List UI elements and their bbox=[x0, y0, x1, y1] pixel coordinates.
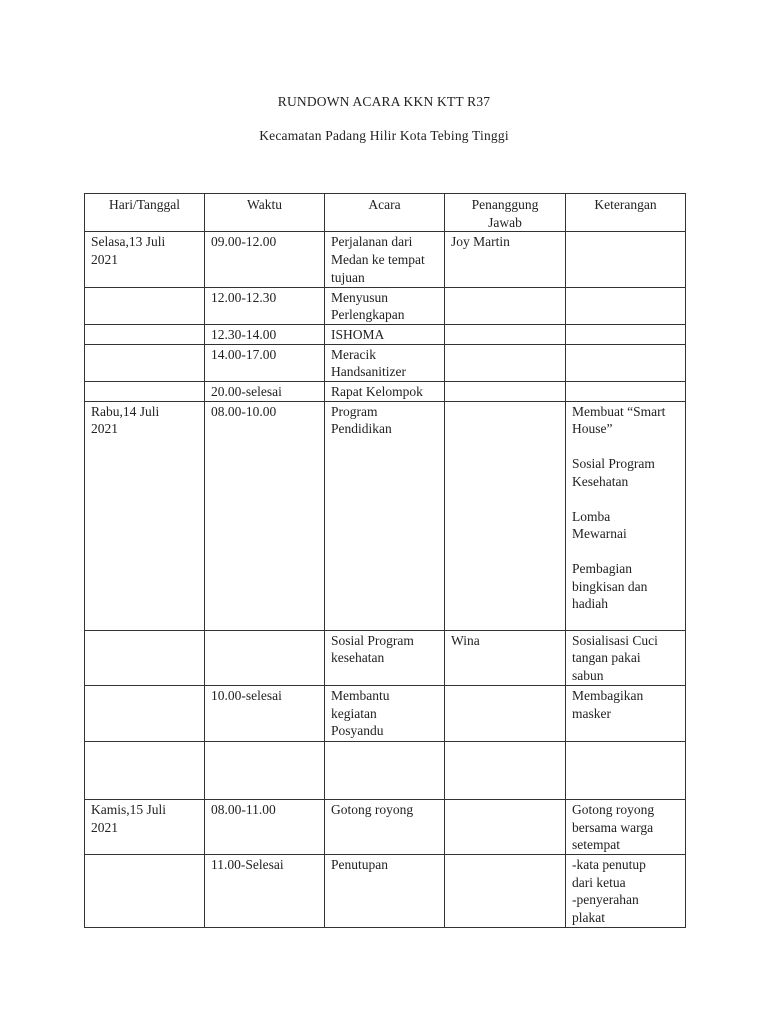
table-header-row bbox=[85, 194, 686, 232]
cell-text-line: Penanggung bbox=[471, 197, 539, 212]
cell-acara bbox=[325, 854, 445, 927]
cell-text-line: Sosial Program bbox=[572, 456, 655, 472]
cell-text-line: 14.00-17.00 bbox=[211, 346, 277, 362]
cell-waktu bbox=[205, 685, 325, 741]
cell-text-line: Membagikan bbox=[572, 687, 644, 703]
cell-hari-tanggal bbox=[85, 854, 205, 927]
cell-text-line: 10.00-selesai bbox=[211, 687, 282, 703]
cell-text-line: 09.00-12.00 bbox=[211, 234, 277, 250]
cell-text-line: 12.00-12.30 bbox=[211, 289, 277, 305]
cell-waktu bbox=[205, 630, 325, 685]
cell-hari-tanggal bbox=[85, 344, 205, 381]
cell-text-line: Perjalanan dari bbox=[331, 234, 413, 250]
cell-keterangan bbox=[566, 854, 686, 927]
cell-text-line: Gotong royong bbox=[572, 801, 655, 817]
cell-text-line: Sosial Program bbox=[331, 632, 414, 648]
table-row bbox=[85, 854, 686, 927]
cell-text-line: Selasa,13 Juli bbox=[91, 234, 166, 250]
document-subtitle: Kecamatan Padang Hilir Kota Tebing Tinggi bbox=[259, 128, 509, 143]
cell-waktu bbox=[205, 741, 325, 799]
cell-text-line: -penyerahan bbox=[572, 892, 639, 908]
cell-acara bbox=[325, 344, 445, 381]
cell-text-line: ISHOMA bbox=[331, 326, 385, 342]
header-acara bbox=[325, 194, 445, 232]
cell-text-line: Lomba bbox=[572, 508, 611, 524]
cell-text-line: Program bbox=[331, 403, 378, 419]
cell-text-line: Medan ke tempat bbox=[331, 252, 425, 268]
cell-penanggung-jawab bbox=[445, 799, 566, 854]
cell-text-line: Handsanitizer bbox=[331, 364, 406, 380]
cell-keterangan bbox=[566, 685, 686, 741]
cell-text-line: Rapat Kelompok bbox=[331, 384, 423, 400]
cell-acara bbox=[325, 287, 445, 324]
table-body bbox=[85, 232, 686, 927]
cell-keterangan bbox=[566, 401, 686, 630]
table-row bbox=[85, 324, 686, 344]
cell-keterangan bbox=[566, 344, 686, 381]
cell-waktu bbox=[205, 232, 325, 287]
cell-text-line: plakat bbox=[572, 910, 605, 926]
cell-text-line: Meracik bbox=[331, 346, 376, 362]
cell-penanggung-jawab bbox=[445, 232, 566, 287]
table-row bbox=[85, 630, 686, 685]
cell-text-line: House” bbox=[572, 421, 613, 437]
cell-keterangan bbox=[566, 630, 686, 685]
cell-acara bbox=[325, 799, 445, 854]
cell-hari-tanggal bbox=[85, 799, 205, 854]
cell-acara bbox=[325, 685, 445, 741]
cell-hari-tanggal bbox=[85, 287, 205, 324]
cell-text-line: Hari/Tanggal bbox=[108, 197, 181, 212]
cell-text-line: 12.30-14.00 bbox=[211, 326, 277, 342]
cell-text-line: 08.00-10.00 bbox=[211, 403, 277, 419]
cell-penanggung-jawab bbox=[445, 382, 566, 402]
cell-text-line: Waktu bbox=[247, 197, 282, 212]
cell-text-line: Kamis,15 Juli bbox=[91, 801, 167, 817]
cell-text-line: bersama warga bbox=[572, 819, 654, 835]
cell-waktu bbox=[205, 382, 325, 402]
table-row bbox=[85, 287, 686, 324]
cell-penanggung-jawab bbox=[445, 401, 566, 630]
cell-keterangan bbox=[566, 741, 686, 799]
cell-acara bbox=[325, 324, 445, 344]
cell-hari-tanggal bbox=[85, 382, 205, 402]
cell-text-line: 08.00-11.00 bbox=[211, 801, 276, 817]
cell-text-line: Menyusun bbox=[331, 289, 388, 305]
cell-text-line: Penutupan bbox=[331, 856, 388, 872]
cell-text-line: Posyandu bbox=[331, 723, 384, 739]
cell-waktu bbox=[205, 324, 325, 344]
rundown-table bbox=[84, 193, 686, 928]
cell-text-line: 20.00-selesai bbox=[211, 384, 282, 400]
cell-text-line: sabun bbox=[572, 668, 604, 684]
cell-spacer bbox=[572, 543, 679, 560]
cell-text-line: 2021 bbox=[91, 421, 118, 437]
header-waktu bbox=[205, 194, 325, 232]
cell-penanggung-jawab bbox=[445, 685, 566, 741]
cell-waktu bbox=[205, 287, 325, 324]
cell-text-line: Sosialisasi Cuci bbox=[572, 632, 658, 648]
cell-penanggung-jawab bbox=[445, 344, 566, 381]
cell-text-line: hadiah bbox=[572, 596, 608, 612]
header-hari-tanggal bbox=[85, 194, 205, 232]
cell-text-line: masker bbox=[572, 705, 611, 721]
table-row bbox=[85, 232, 686, 287]
cell-penanggung-jawab bbox=[445, 287, 566, 324]
cell-keterangan bbox=[566, 324, 686, 344]
cell-text-line: Gotong royong bbox=[331, 801, 414, 817]
table-row bbox=[85, 401, 686, 630]
cell-penanggung-jawab bbox=[445, 324, 566, 344]
cell-spacer bbox=[572, 491, 679, 508]
cell-acara bbox=[325, 232, 445, 287]
table-row bbox=[85, 741, 686, 799]
cell-text-line: 11.00-Selesai bbox=[211, 856, 284, 872]
cell-penanggung-jawab bbox=[445, 630, 566, 685]
cell-text-line: Membantu bbox=[331, 687, 390, 703]
cell-penanggung-jawab bbox=[445, 741, 566, 799]
cell-text-line: -kata penutup bbox=[572, 856, 646, 872]
cell-text-line: tujuan bbox=[331, 269, 365, 285]
cell-hari-tanggal bbox=[85, 630, 205, 685]
cell-keterangan bbox=[566, 799, 686, 854]
document-title: RUNDOWN ACARA KKN KTT R37 bbox=[277, 94, 491, 109]
cell-text-line: 2021 bbox=[91, 819, 118, 835]
cell-text-line: tangan pakai bbox=[572, 650, 641, 666]
cell-hari-tanggal bbox=[85, 685, 205, 741]
cell-text-line: Pembagian bbox=[572, 560, 632, 576]
cell-waktu bbox=[205, 854, 325, 927]
cell-spacer bbox=[572, 438, 679, 455]
cell-keterangan bbox=[566, 382, 686, 402]
cell-text-line: Membuat “Smart bbox=[572, 403, 666, 419]
cell-acara bbox=[325, 630, 445, 685]
cell-hari-tanggal bbox=[85, 324, 205, 344]
cell-text-line: Keterangan bbox=[594, 197, 657, 212]
cell-hari-tanggal bbox=[85, 232, 205, 287]
cell-keterangan bbox=[566, 287, 686, 324]
cell-waktu bbox=[205, 401, 325, 630]
cell-waktu bbox=[205, 799, 325, 854]
cell-text-line: Mewarnai bbox=[572, 526, 627, 542]
cell-penanggung-jawab bbox=[445, 854, 566, 927]
cell-text-line: Rabu,14 Juli bbox=[91, 403, 160, 419]
table-row bbox=[85, 344, 686, 381]
cell-text-line: Kesehatan bbox=[572, 473, 629, 489]
cell-text-line: 2021 bbox=[91, 252, 118, 268]
cell-waktu bbox=[205, 344, 325, 381]
cell-text-line: Wina bbox=[451, 632, 480, 648]
table-row bbox=[85, 799, 686, 854]
cell-text-line: dari ketua bbox=[572, 874, 626, 890]
table-row bbox=[85, 382, 686, 402]
cell-text-line: Pendidikan bbox=[331, 421, 392, 437]
cell-hari-tanggal bbox=[85, 401, 205, 630]
table-row bbox=[85, 685, 686, 741]
cell-acara bbox=[325, 741, 445, 799]
cell-text-line: kesehatan bbox=[331, 650, 385, 666]
cell-text-line: kegiatan bbox=[331, 705, 377, 721]
header-penanggung-jawab bbox=[445, 194, 566, 232]
cell-text-line: Joy Martin bbox=[451, 234, 510, 250]
cell-text-line: bingkisan dan bbox=[572, 578, 648, 594]
cell-text-line: Perlengkapan bbox=[331, 307, 405, 323]
cell-hari-tanggal bbox=[85, 741, 205, 799]
cell-keterangan bbox=[566, 232, 686, 287]
cell-text-line: Acara bbox=[368, 197, 401, 212]
cell-text-line: setempat bbox=[572, 837, 620, 853]
cell-text-line: Jawab bbox=[488, 214, 522, 230]
cell-acara bbox=[325, 382, 445, 402]
header-keterangan bbox=[566, 194, 686, 232]
cell-acara bbox=[325, 401, 445, 630]
